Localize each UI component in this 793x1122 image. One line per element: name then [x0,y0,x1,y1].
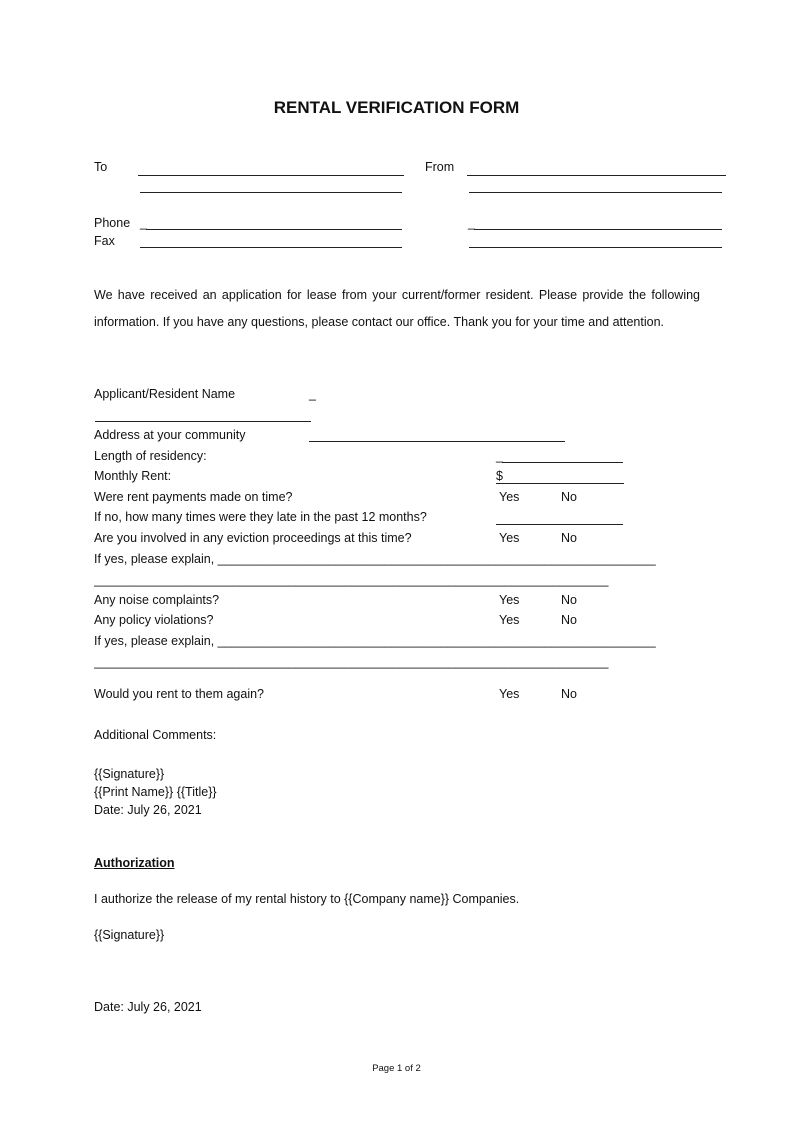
applicant-name-mark: _ [309,387,316,401]
monthly-rent-line[interactable] [496,483,624,484]
to-line-1[interactable] [138,175,404,176]
rent-again-no[interactable]: No [561,687,577,701]
phone-line-right[interactable] [474,229,722,230]
phone-mark-right: _ [468,216,475,230]
authorization-date: Date: July 26, 2021 [94,1000,202,1014]
intro-paragraph: We have received an application for lease from your current/former resident. Please provide the following information. If you have any questions, please contact our office. Thank you for your time and attention. [94,288,700,329]
policy-no[interactable]: No [561,613,577,627]
length-residency-label: Length of residency: [94,449,207,463]
page-number: Page 1 of 2 [372,1063,421,1074]
applicant-name-line[interactable] [95,421,311,422]
to-line-2[interactable] [140,192,402,193]
signature-placeholder: {{Signature}} [94,767,165,781]
address-label: Address at your community [94,428,246,442]
applicant-name-label: Applicant/Resident Name [94,387,236,401]
noise-complaints-label: Any noise complaints? [94,593,220,607]
policy-yes[interactable]: Yes [499,613,520,627]
print-name-title: {{Print Name}} {{Title}} [94,785,217,799]
address-line[interactable] [309,441,565,442]
explain-eviction-line[interactable]: If yes, please explain, _______________________________________________________________ [94,552,656,566]
rent-again-yes[interactable]: Yes [499,687,520,701]
authorization-signature: {{Signature}} [94,928,165,942]
form-title: RENTAL VERIFICATION FORM [273,98,520,117]
authorization-text: I authorize the release of my rental history to {{Company name}} Companies. [94,892,520,906]
policy-violations-label: Any policy violations? [94,613,214,627]
eviction-label: Are you involved in any eviction proceedings at this time? [94,531,412,545]
from-label: From [425,160,455,174]
late-times-line[interactable] [496,524,623,525]
rent-dollar-sign: $ [496,469,503,483]
signature-date: Date: July 26, 2021 [94,803,202,817]
explain-violations-line[interactable]: If yes, please explain, _______________________________________________________________ [94,634,656,648]
phone-mark: _ [140,216,147,230]
length-residency-mark: _ [496,449,503,463]
fax-label: Fax [94,234,115,248]
explain-eviction-continuation[interactable]: __________________________________________________________________________ [94,573,609,587]
explain-violations-continuation[interactable]: __________________________________________________________________________ [94,655,609,669]
phone-line[interactable] [146,229,402,230]
noise-yes[interactable]: Yes [499,593,520,607]
authorization-heading: Authorization [94,856,175,870]
to-label: To [94,160,108,174]
from-line-1[interactable] [467,175,726,176]
rent-again-label: Would you rent to them again? [94,687,265,701]
rent-on-time-label: Were rent payments made on time? [94,490,293,504]
late-times-label: If no, how many times were they late in the past 12 months? [94,510,427,524]
from-line-2[interactable] [469,192,722,193]
monthly-rent-label: Monthly Rent: [94,469,172,483]
eviction-no[interactable]: No [561,531,577,545]
length-residency-line[interactable] [502,462,623,463]
fax-line-right[interactable] [469,247,722,248]
fax-line[interactable] [140,247,402,248]
noise-no[interactable]: No [561,593,577,607]
eviction-yes[interactable]: Yes [499,531,520,545]
rent-on-time-no[interactable]: No [561,490,577,504]
additional-comments-label: Additional Comments: [94,728,217,742]
phone-label: Phone [94,216,131,230]
rent-on-time-yes[interactable]: Yes [499,490,520,504]
